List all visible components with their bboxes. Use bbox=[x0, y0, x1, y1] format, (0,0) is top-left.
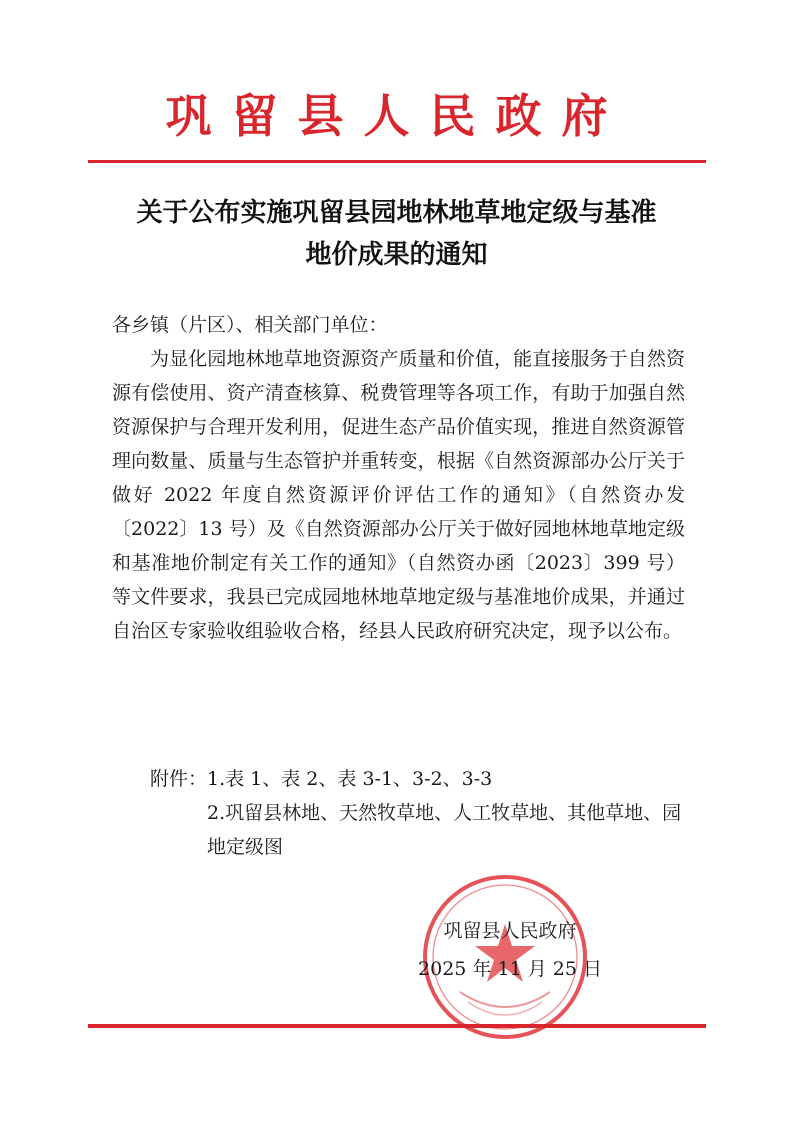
attachment-item: 1.表 1、表 2、表 3-1、3-2、3-3 bbox=[207, 768, 493, 790]
attachments bbox=[150, 762, 690, 864]
signature-issuer: 巩留县人民政府 bbox=[443, 920, 577, 942]
salutation: 各乡镇（片区）、相关部门单位： bbox=[112, 314, 388, 336]
masthead-red-rule bbox=[88, 160, 706, 163]
document-title bbox=[100, 192, 693, 276]
title-line-2: 地价成果的通知 bbox=[305, 240, 488, 270]
footer-red-rule bbox=[88, 1024, 706, 1028]
attachment-item: 2.巩留县林地、天然牧草地、人工牧草地、其他草地、园地定级图 bbox=[207, 802, 682, 858]
body-paragraph: 为显化园地林地草地资源资产质量和价值，能直接服务于自然资源有偿使用、资产清查核算、税费管理等各项工作，有助于加强自然资源保护与合理开发利用，促进生态产品价值实现，推进自然资源管理向数量、质量与生态管护并重转变，根据《自然资源部办公厅关于做好 2022 年度自然资源评价评估工作的通知》（自然资办发〔2022〕13 号）及《自然资源部办公厅关于做好园地林地草地定级和基准地价制定有关工作的通知》（自然资办函〔2023〕399 号）等文件要求，我县已完成园地林地草地定级与基准地价成果，并通过自治区专家验收组验收合格，经县人民政府研究决定，现予以公布。 bbox=[112, 348, 685, 642]
attachments-label: 附件： bbox=[150, 768, 208, 790]
signature-date: 2025 年 11 月 25 日 bbox=[418, 958, 602, 980]
masthead-org-name: 巩留县人民政府 bbox=[165, 89, 628, 143]
signature-block bbox=[400, 912, 620, 988]
attachments-list bbox=[207, 762, 690, 864]
title-line-1: 关于公布实施巩留县园地林地草地定级与基准 bbox=[136, 198, 657, 228]
